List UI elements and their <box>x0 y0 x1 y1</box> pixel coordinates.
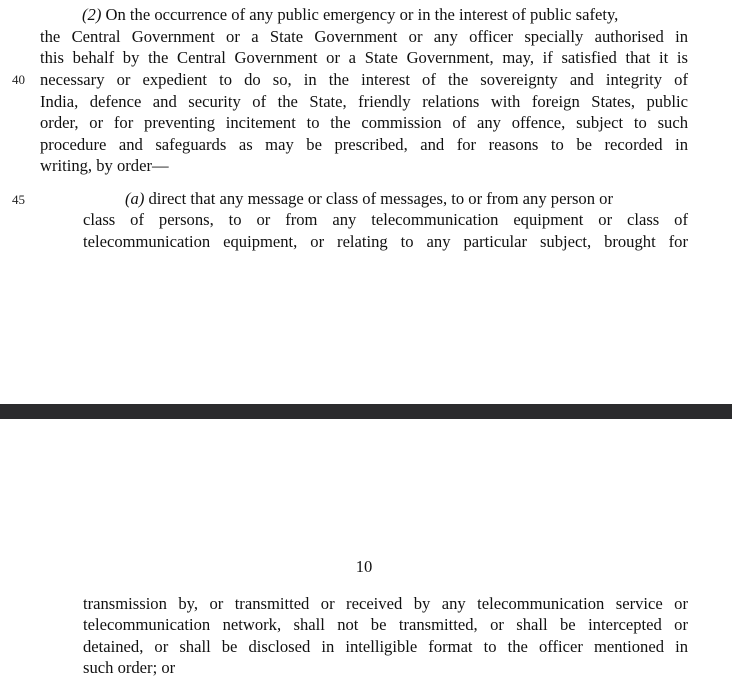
line-number-45: 45 <box>12 192 25 207</box>
clause-a-marker: (a) <box>125 189 145 208</box>
page-break-divider <box>0 404 732 419</box>
lower-line-4: such order; or <box>83 658 176 677</box>
subsection-2-line-4: necessary or expedient to do so, in the interest of the sovereignty and integrity of <box>40 70 688 89</box>
subsection-2-line-1: (2) On the occurrence of any public emergency or in the interest of public safety, <box>82 5 619 24</box>
lower-line-2: telecommunication network, shall not be transmitted, or shall be intercepted or <box>83 615 688 634</box>
subsection-2-line-2: the Central Government or a State Government or any officer specially authorised in <box>40 27 688 46</box>
subsection-2-line-6: order, or for preventing incitement to the commission of any offence, subject to such <box>40 113 688 132</box>
lower-line-1: transmission by, or transmitted or received by any telecommunication service or <box>83 594 688 613</box>
clause-a-line-2: class of persons, to or from any telecommunication equipment or class of <box>83 210 688 229</box>
page-number: 10 <box>355 557 373 576</box>
subsection-2-marker: (2) <box>82 5 102 24</box>
subsection-2-line-3: this behalf by the Central Government or a State Government, may, if satisfied that it is <box>40 48 688 67</box>
subsection-2-line-7: procedure and safeguards as may be prescribed, and for reasons to be recorded in <box>40 135 688 154</box>
line-number-40: 40 <box>12 72 25 87</box>
lower-line-3: detained, or shall be disclosed in intelligible format to the officer mentioned in <box>83 637 688 656</box>
clause-a-line-3: telecommunication equipment, or relating to any particular subject, brought for <box>83 232 688 251</box>
clause-a-line-1: (a) direct that any message or class of messages, to or from any person or <box>125 189 613 208</box>
subsection-2-line-5: India, defence and security of the State, friendly relations with foreign States, public <box>40 92 688 111</box>
subsection-2-line-8: writing, by order— <box>40 156 169 175</box>
